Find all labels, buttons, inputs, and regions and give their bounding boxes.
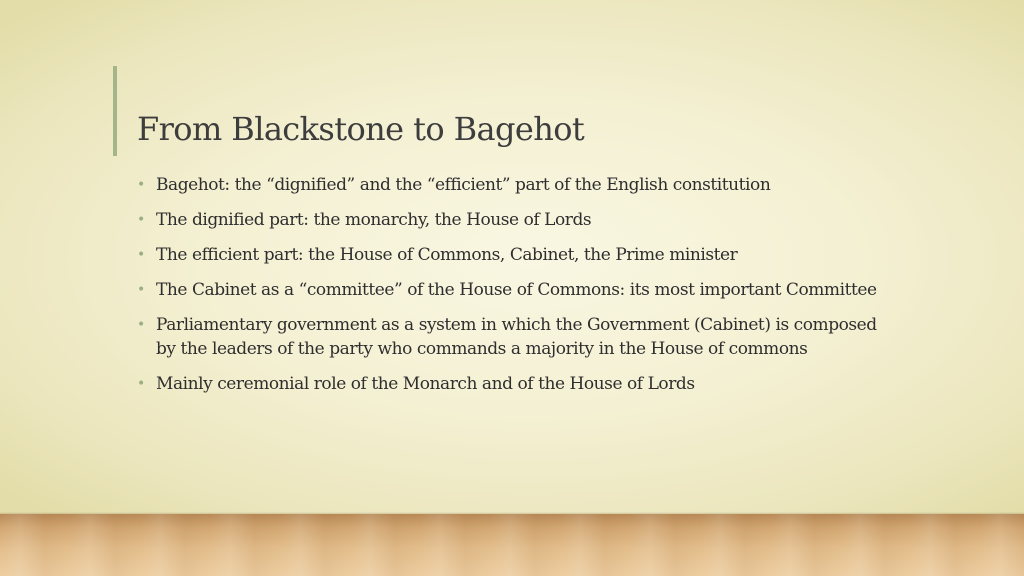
bullet-item	[137, 278, 897, 302]
bullet-text: Bagehot: the “dignified” and the “efficient” part of the English constitution	[156, 175, 771, 195]
title-accent-bar	[113, 66, 117, 156]
bullet-item	[137, 372, 897, 396]
bullet-text: Parliamentary government as a system in which the Government (Cabinet) is composed by the leaders of the party who commands a majority in the House of commons	[156, 315, 877, 359]
bullet-item	[137, 173, 897, 197]
bullet-marker-icon: •	[137, 177, 145, 193]
bullet-marker-icon: •	[137, 317, 145, 333]
bullet-marker-icon: •	[137, 247, 145, 263]
bullet-text: Mainly ceremonial role of the Monarch and of the House of Lords	[156, 374, 695, 394]
bullet-marker-icon: •	[137, 212, 145, 228]
wooden-floor	[0, 514, 1024, 576]
bullet-marker-icon: •	[137, 282, 145, 298]
bullet-text: The dignified part: the monarchy, the House of Lords	[156, 210, 592, 230]
bullet-text: The efficient part: the House of Commons, Cabinet, the Prime minister	[156, 245, 738, 265]
bullet-item	[137, 243, 897, 267]
slide-title: From Blackstone to Bagehot	[137, 110, 585, 148]
bullet-item	[137, 208, 897, 232]
bullet-text: The Cabinet as a “committee” of the House of Commons: its most important Committee	[156, 280, 877, 300]
bullet-marker-icon: •	[137, 376, 145, 392]
bullet-list	[137, 173, 897, 407]
bullet-item	[137, 313, 897, 361]
